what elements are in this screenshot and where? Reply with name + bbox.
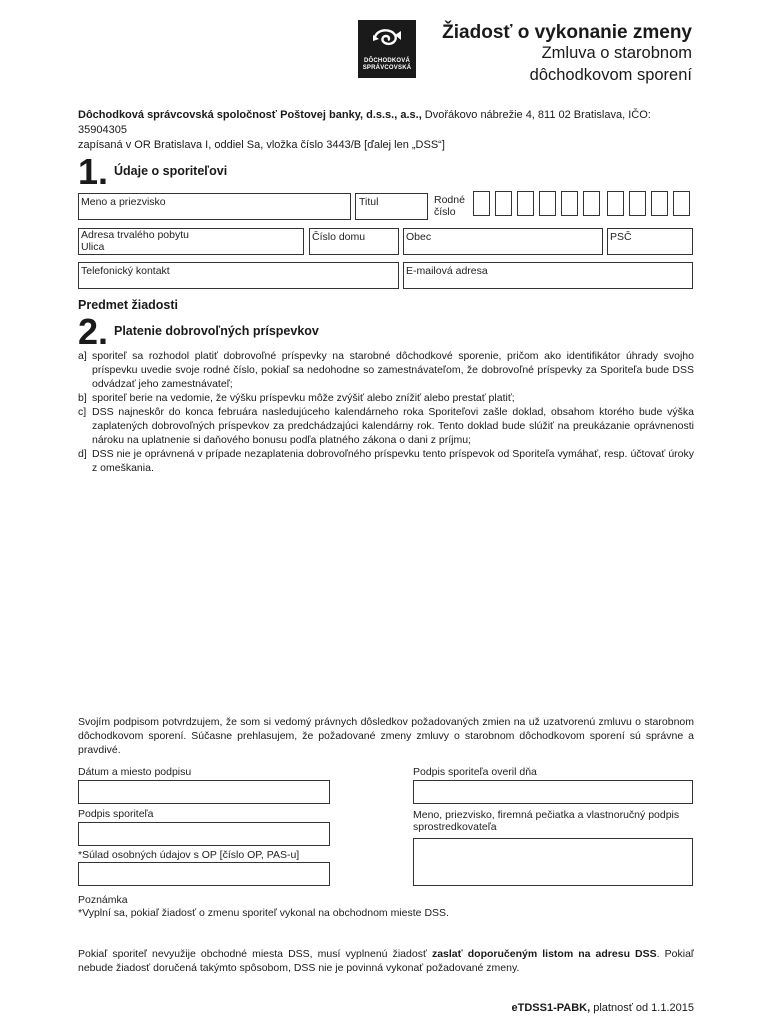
birth-number-label-line-1: Rodné <box>434 194 465 206</box>
company-registration: zapísaná v OR Bratislava I, oddiel Sa, vložka číslo 3443/B [ďalej len „DSS“] <box>78 139 445 151</box>
postal-notice-emphasis: zaslať doporučeným listom na adresu DSS <box>431 948 657 960</box>
form-title: Žiadosť o vykonanie zmeny <box>442 22 692 43</box>
form-footer <box>512 1002 694 1014</box>
municipality-field[interactable] <box>403 228 603 255</box>
address-label-line-1: Adresa trvalého pobytu <box>81 229 189 241</box>
section-1-title: Údaje o sporiteľovi <box>114 164 228 178</box>
form-code: eTDSS1-PABK, <box>511 1002 591 1014</box>
logo-line-2: SPRÁVCOVSKÁ <box>362 65 412 71</box>
id-match-label: *Súlad osobných údajov s OP [číslo OP, PAS-u] <box>78 849 300 861</box>
intermediary-label: Meno, priezvisko, firemná pečiatka a vlastnoručný podpis sprostredkovateľa <box>413 809 680 833</box>
date-place-field[interactable] <box>78 780 330 804</box>
subject-heading: Predmet žiadosti <box>78 298 179 312</box>
note-label: Poznámka <box>78 894 128 906</box>
date-place-label: Dátum a miesto podpisu <box>78 766 192 778</box>
logo-text <box>358 58 416 72</box>
dss-logo <box>358 20 416 78</box>
list-text: DSS nie je oprávnená v prípade nezaplatenia dobrovoľného príspevku tento príspevok od Sporiteľa vymáhať, resp. účtovať úroky z omeškania. <box>92 448 694 474</box>
saver-signature-field[interactable] <box>78 822 330 846</box>
postal-notice-part-1: Pokiaľ sporiteľ nevyužije obchodné miesta DSS, musí vyplnenú žiadosť <box>78 948 432 960</box>
list-item <box>78 349 694 391</box>
company-name: Dôchodková správcovská spoločnosť Poštovej banky, d.s.s., a.s., <box>78 109 422 121</box>
birth-number-label-line-2: číslo <box>434 206 456 218</box>
birth-number-digit[interactable] <box>561 191 578 216</box>
phone-label: Telefonický kontakt <box>81 265 170 277</box>
list-marker: d] <box>78 448 87 460</box>
municipality-label: Obec <box>406 231 432 243</box>
address-label <box>81 229 189 253</box>
verified-by-label: Podpis sporiteľa overil dňa <box>413 766 537 778</box>
birth-number-digit[interactable] <box>495 191 512 216</box>
saver-signature-label: Podpis sporiteľa <box>78 808 154 820</box>
verified-by-field[interactable] <box>413 780 693 804</box>
posthorn-icon <box>371 26 403 48</box>
address-label-line-2: Ulica <box>81 241 105 253</box>
list-text: sporiteľ berie na vedomie, že výšku príspevku môže zvýšiť alebo znížiť alebo prestať platiť; <box>92 392 515 404</box>
section-2-title: Platenie dobrovoľných príspevkov <box>114 324 319 338</box>
section-2-number: 2. <box>78 311 109 352</box>
birth-number-digit[interactable] <box>583 191 600 216</box>
list-item <box>78 405 694 447</box>
birth-number-digit[interactable] <box>517 191 534 216</box>
section-2-list <box>78 349 694 475</box>
postal-notice-part-2: . Pokiaľ nebude žiadosť doručená takýmto spôsobom, DSS nie je povinná vykonať požadované zmeny. <box>78 948 694 974</box>
list-text: DSS najneskôr do konca februára nasledujúceho kalendárneho roka Sporiteľovi zašle doklad, obsahom ktorého bude výška zaplatených dobrovoľných príspevkov za predchádzajúci kalendárny rok. Tento doklad bude slúžiť na preukázanie oprávnenosti nároku na uplatnenie si daňového bonusu podľa platného zákona o dani z príjmu; <box>92 406 694 446</box>
list-item <box>78 391 694 405</box>
birth-number-digit[interactable] <box>629 191 646 216</box>
id-match-field[interactable] <box>78 862 330 886</box>
birth-number-digit[interactable] <box>539 191 556 216</box>
birth-number-digit[interactable] <box>673 191 690 216</box>
section-1-number: 1. <box>78 151 109 192</box>
title-label: Titul <box>359 196 379 208</box>
list-marker: a] <box>78 350 87 362</box>
declaration-text: Svojím podpisom potvrdzujem, že som si vedomý právnych dôsledkov požadovaných zmien na už uzatvorenú zmluvu o starobnom dôchodkovom sporení. Súčasne prehlasujem, že požadované zmeny zmluvy o starobnom dôchodkovom sporení sú správne a pravdivé. <box>78 716 694 756</box>
birth-number-digit[interactable] <box>607 191 624 216</box>
intermediary-field[interactable] <box>413 838 693 886</box>
form-validity: platnosť od 1.1.2015 <box>590 1002 694 1014</box>
note-text: *Vyplní sa, pokiaľ žiadosť o zmenu sporiteľ vykonal na obchodnom mieste DSS. <box>78 907 449 919</box>
form-subtitle-line-1: Zmluva o starobnom <box>541 44 692 62</box>
birth-number-label <box>434 194 465 218</box>
name-label: Meno a priezvisko <box>81 196 166 208</box>
form-subtitle-line-2: dôchodkovom sporení <box>529 66 692 84</box>
postal-notice <box>78 947 694 975</box>
house-number-label: Číslo domu <box>312 231 366 243</box>
company-info <box>78 108 694 153</box>
logo-line-1: DÔCHODKOVÁ <box>363 58 410 64</box>
list-text: sporiteľ sa rozhodol platiť dobrovoľné príspevky na starobné dôchodkové sporenie, pričom ako identifikátor úhrady svojho príspevku uvedie svoje rodné číslo, pokiaľ sa nedohodne so zamestnávateľom, že dobrovoľné príspevky za Sporiteľa bude DSS odvádzať jeho zamestnávateľ; <box>92 350 694 390</box>
list-marker: c] <box>78 406 87 418</box>
postal-code-label: PSČ <box>610 231 632 243</box>
email-label: E-mailová adresa <box>406 265 488 277</box>
birth-number-digit[interactable] <box>651 191 668 216</box>
list-marker: b] <box>78 392 87 404</box>
list-item <box>78 447 694 475</box>
company-address: Dvořákovo nábrežie 4, 811 02 Bratislava, IČO: 35904305 <box>78 109 651 136</box>
birth-number-digit[interactable] <box>473 191 490 216</box>
